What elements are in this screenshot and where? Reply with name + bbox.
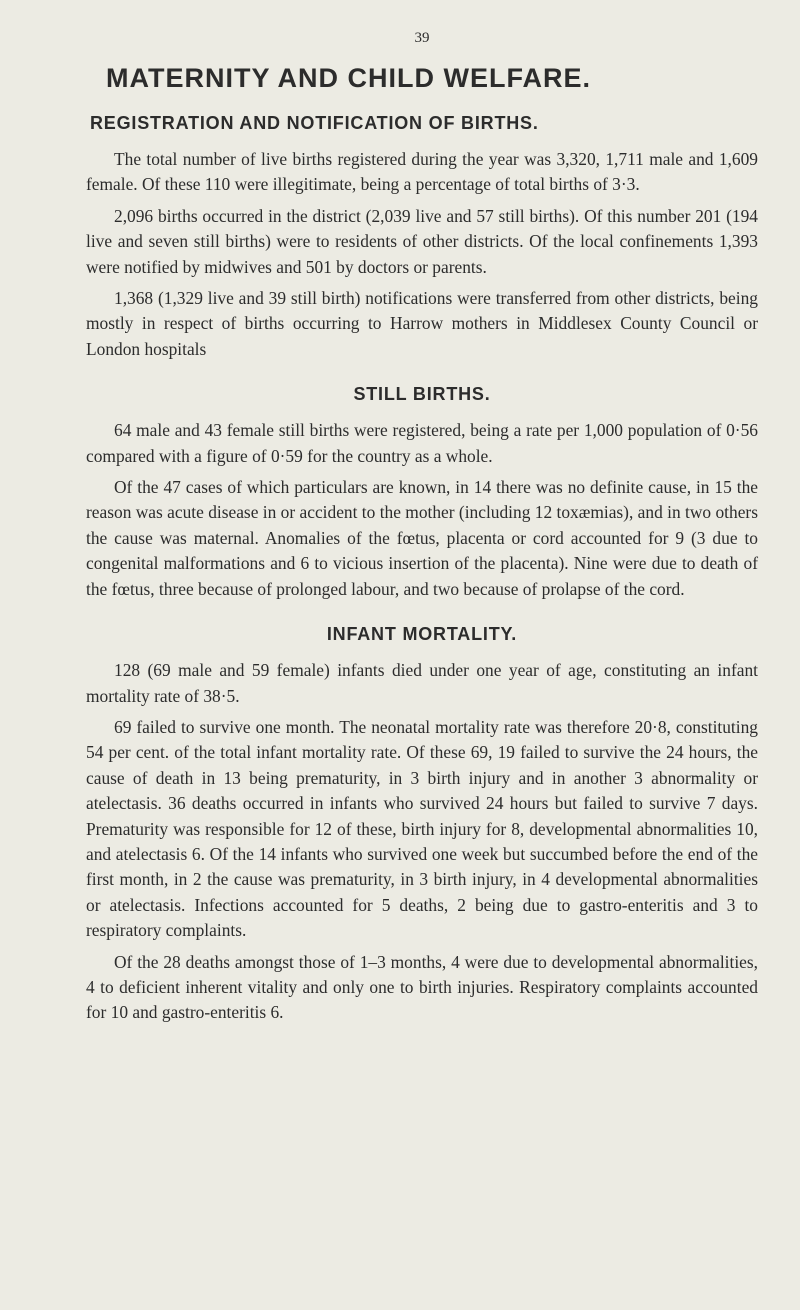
paragraph: 64 male and 43 female still births were registered, being a rate per 1,000 population of 0·56 compared with a figure of 0·59 for the country as a whole. <box>86 420 758 466</box>
paragraph: 128 (69 male and 59 female) infants died under one year of age, constituting an infant mortality rate of 38·5. <box>86 660 758 706</box>
paragraph: Of the 47 cases of which particulars are known, in 14 there was no definite cause, in 15 the reason was acute disease in or accident to the mother (including 12 toxæmias), and in two others the cause was maternal. Anomalies of the fœtus, placenta or cord accounted for 9 (3 due to congenital malformations and 6 to vicious insertion of the placenta). Nine were due to death of the fœtus, three because of prolonged labour, and two because of prolapse of the cord. <box>86 477 758 599</box>
section-heading-infant-mortality: INFANT MORTALITY. <box>326 624 518 645</box>
document-page <box>86 30 758 1046</box>
section-registration <box>86 111 758 362</box>
paragraph: 69 failed to survive one month. The neonatal mortality rate was therefore 20·8, constituting 54 per cent. of the total infant mortality rate. Of these 69, 19 failed to survive the 24 hours, the cause of death in 13 being prematurity, in 3 birth injury and in another 3 abnormality or atelectasis. 36 deaths occurred in infants who survived 24 hours but failed to survive 7 days. Prematurity was responsible for 12 of these, birth injury for 8, developmental abnormalities 10, and atelectasis 6. Of the 14 infants who survived one week but succumbed before the end of the first month, in 2 the cause was prematurity, in 3 birth injury, in 4 developmental abnormalities or atelectasis. Infections accounted for 5 deaths, 2 being due to gastro-enteritis and 3 to respiratory complaints. <box>86 716 758 941</box>
paragraph: 2,096 births occurred in the district (2,039 live and 57 still births). Of this number 201 (194 live and seven still births) were to residents of other districts. Of the local confinements 1,393 were notified by midwives and 501 by doctors or parents. <box>86 205 758 277</box>
page-title: MATERNITY AND CHILD WELFARE. <box>106 63 591 93</box>
section-heading-registration: REGISTRATION AND NOTIFICATION OF BIRTHS. <box>90 113 539 133</box>
paragraph: The total number of live births registered during the year was 3,320, 1,711 male and 1,609 female. Of these 110 were illegitimate, being a percentage of total births of 3·3. <box>86 149 758 195</box>
section-infant-mortality <box>86 622 758 1026</box>
section-heading-still-births: STILL BIRTHS. <box>353 384 491 405</box>
section-still-births <box>86 382 758 602</box>
paragraph: Of the 28 deaths amongst those of 1–3 months, 4 were due to developmental abnormalities, 4 to deficient inherent vitality and only one to birth injuries. Respiratory complaints accounted for 10 and gastro-enteritis 6. <box>86 951 758 1023</box>
page-number: 39 <box>414 30 430 46</box>
paragraph: 1,368 (1,329 live and 39 still birth) notifications were transferred from other districts, being mostly in respect of births occurring to Harrow mothers in Middlesex County Council or London hospitals <box>86 288 758 359</box>
